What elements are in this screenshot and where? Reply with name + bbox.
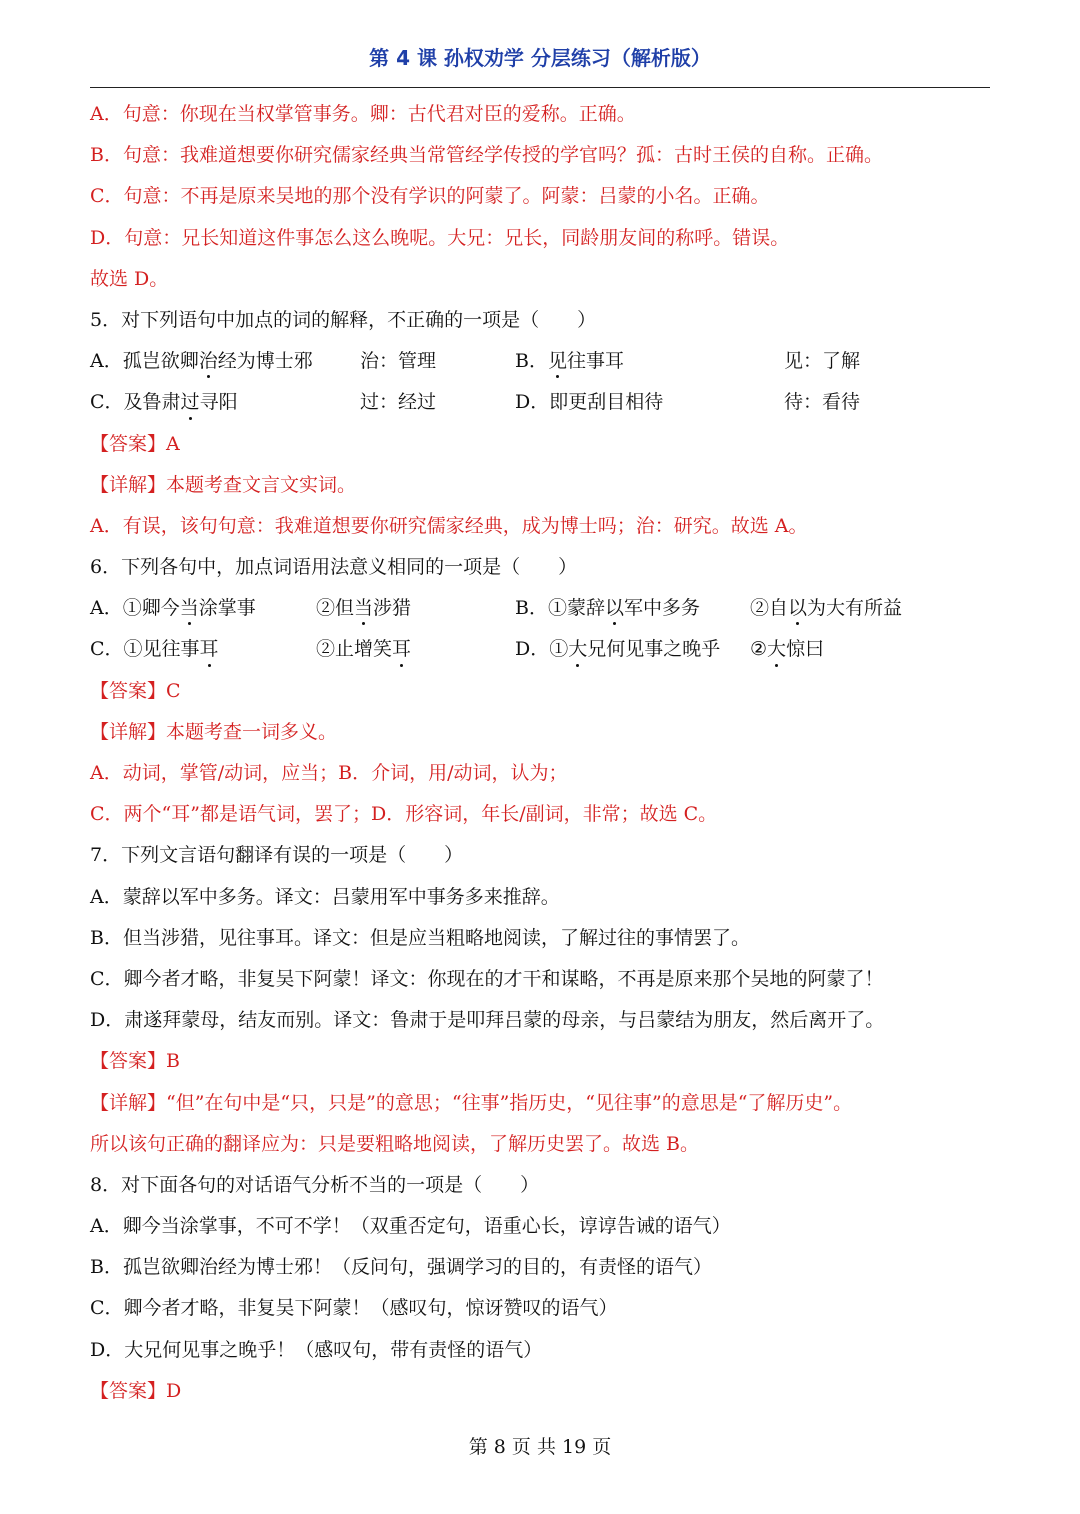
q5-answer: 【答案】A xyxy=(90,432,180,455)
q6-option-d2: ②大惊曰 xyxy=(750,629,824,670)
q6-option-d1: D．①大兄何见事之晚乎 xyxy=(515,629,720,670)
prev-option-a-explain: A．句意：你现在当权掌管事务。卿：古代君对臣的爱称。正确。 xyxy=(90,103,636,125)
q5-option-d: D．即更刮目相待 xyxy=(515,391,664,414)
prev-option-c-explain: C．句意：不再是原来吴地的那个没有学识的阿蒙了。阿蒙：吕蒙的小名。正确。 xyxy=(90,185,770,208)
q5-options-row-1 xyxy=(90,341,1000,382)
page-header-title: 第 4 课 孙权劝学 分层练习（解析版） xyxy=(369,46,711,70)
q7-option-c: C．卿今者才略，非复吴下阿蒙！译文：你现在的才干和谋略，不再是原来那个吴地的阿蒙了！ xyxy=(90,967,884,990)
prev-conclusion: 故选 D。 xyxy=(90,267,169,290)
page-content xyxy=(90,94,1000,1412)
q8-stem: 8．对下面各句的对话语气分析不当的一项是（ ） xyxy=(90,1173,540,1196)
q6-option-c1: C．①见往事耳 xyxy=(90,629,219,670)
q5-option-c-gloss: 过：经过 xyxy=(360,391,437,414)
q6-explain-1: A．动词，掌管/动词，应当；B．介词，用/动词，认为； xyxy=(90,762,568,784)
q5-explain: A．有误，该句句意：我难道想要你研究儒家经典，成为博士吗；治：研究。故选 A。 xyxy=(90,514,808,537)
q6-option-a1: A．①卿今当涂掌事 xyxy=(90,588,256,629)
q6-answer: 【答案】C xyxy=(90,679,181,702)
q8-option-b: B．孤岂欲卿治经为博士邪！（反问句，强调学习的目的，有责怪的语气） xyxy=(90,1256,712,1279)
q5-detail: 【详解】本题考查文言文实词。 xyxy=(90,473,357,496)
q5-stem: 5．对下列语句中加点的词的解释，不正确的一项是（ ） xyxy=(90,308,597,331)
q6-explain-2: C．两个“耳”都是语气词，罢了；D．形容词，年长/副词，非常；故选 C。 xyxy=(90,803,718,826)
q7-option-d: D．肃遂拜蒙母，结友而别。译文：鲁肃于是叩拜吕蒙的母亲，与吕蒙结为朋友，然后离开了。 xyxy=(90,1009,885,1032)
q6-option-b2: ②自以为大有所益 xyxy=(750,588,902,629)
q5-options-row-2 xyxy=(90,382,1000,423)
q7-detail-2: 所以该句正确的翻译应为：只是要粗略地阅读，了解历史罢了。故选 B。 xyxy=(90,1132,700,1155)
prev-option-d-explain: D．句意：兄长知道这件事怎么这么晚呢。大兄：兄长，同龄朋友间的称呼。错误。 xyxy=(90,226,790,249)
q5-option-d-gloss: 待：看待 xyxy=(784,391,861,414)
q6-option-a2: ②但当涉猎 xyxy=(316,588,411,629)
q5-option-b-gloss: 见：了解 xyxy=(784,350,861,373)
prev-option-b-explain: B．句意：我难道想要你研究儒家经典当常管经学传授的学官吗？孤：古时王侯的自称。正确。 xyxy=(90,144,883,167)
q6-detail: 【详解】本题考查一词多义。 xyxy=(90,720,338,743)
q8-option-a: A．卿今当涂掌事，不可不学！（双重否定句，语重心长，谆谆告诫的语气） xyxy=(90,1215,731,1238)
header-rule xyxy=(90,87,990,88)
q6-options-row-1 xyxy=(90,588,1000,629)
q5-option-b: B．见往事耳 xyxy=(515,341,624,382)
q7-detail: 【详解】“但”在句中是“只，只是”的意思；“往事”指历史，“见往事”的意思是“了解历史”。 xyxy=(90,1091,853,1114)
q6-stem: 6．下列各句中，加点词语用法意义相同的一项是（ ） xyxy=(90,556,578,579)
q6-option-c2: ②止增笑耳 xyxy=(316,629,411,670)
q8-option-c: C．卿今者才略，非复吴下阿蒙！（感叹句，惊讶赞叹的语气） xyxy=(90,1297,618,1320)
page-footer-number: 第 8 页 共 19 页 xyxy=(468,1436,612,1458)
q5-option-a: A．孤岂欲卿治经为博士邪 xyxy=(90,341,313,382)
q5-option-a-gloss: 治：管理 xyxy=(360,350,437,373)
q6-options-row-2 xyxy=(90,629,1000,670)
q8-option-d: D．大兄何见事之晚乎！（感叹句，带有责怪的语气） xyxy=(90,1338,543,1361)
q8-answer: 【答案】D xyxy=(90,1379,182,1402)
q7-answer: 【答案】B xyxy=(90,1050,180,1073)
q7-option-b: B．但当涉猎，见往事耳。译文：但是应当粗略地阅读，了解过往的事情罢了。 xyxy=(90,926,750,949)
q7-stem: 7．下列文言语句翻译有误的一项是（ ） xyxy=(90,844,464,867)
q6-option-b1: B．①蒙辞以军中多务 xyxy=(515,588,700,629)
q7-option-a: A．蒙辞以军中多务。译文：吕蒙用军中事务多来推辞。 xyxy=(90,885,560,908)
q5-option-c: C．及鲁肃过寻阳 xyxy=(90,382,238,423)
